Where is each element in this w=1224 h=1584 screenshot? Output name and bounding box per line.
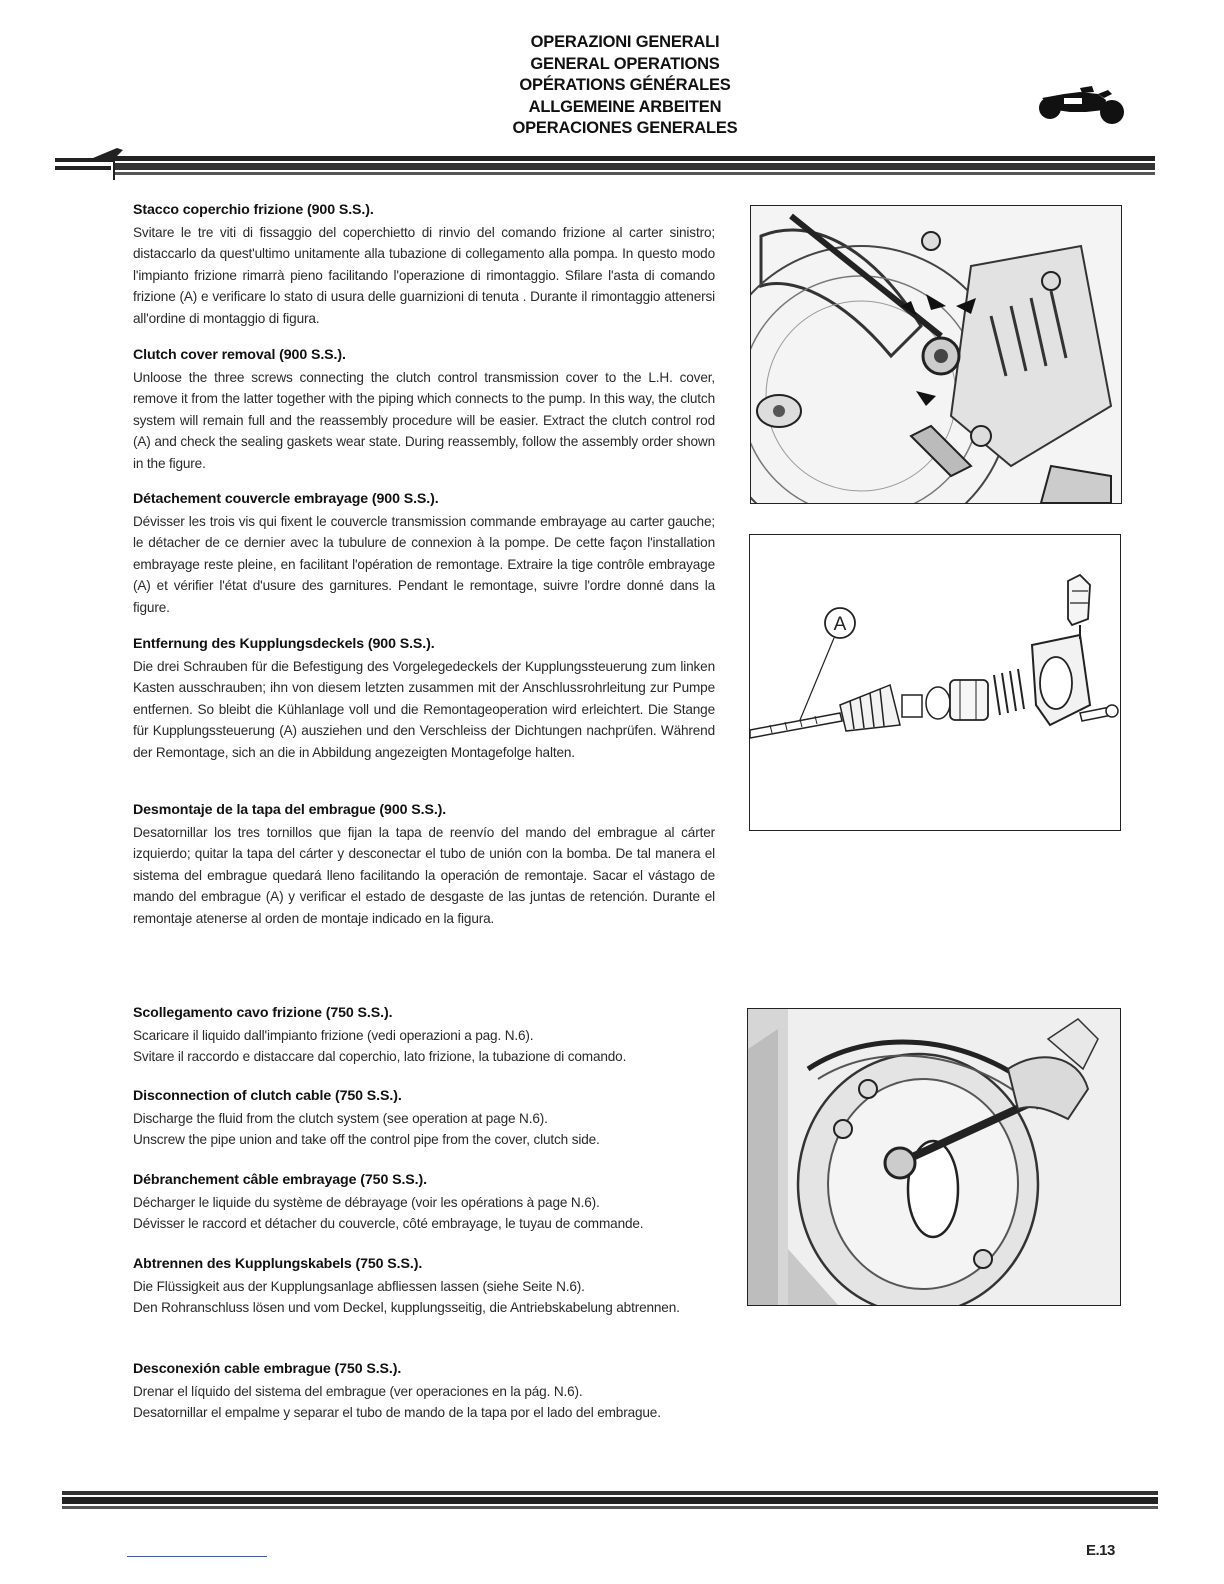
section-line: Svitare il raccordo e distaccare dal coperchio, lato frizione, la tubazione di comando. [133,1049,627,1064]
section-750-en [133,1086,715,1151]
section-title: Clutch cover removal (900 S.S.). [133,347,346,363]
section-line: Décharger le liquide du système de débrayage (voir les opérations à page N.6). [133,1194,600,1210]
section-750-it [133,1003,715,1068]
section-title: Scollegamento cavo frizione (750 S.S.). [133,1005,393,1021]
section-title: Stacco coperchio frizione (900 S.S.). [133,202,374,218]
section-title: Entfernung des Kupplungsdeckels (900 S.S.). [133,636,435,652]
section-750-fr [133,1170,715,1235]
section-body: Die drei Schrauben für die Befestigung des Vorgelegedeckels der Kupplungssteuerung zum linken Kasten ausschrauben; ihn von diesem letzten zusammen mit der Anschlussrohrleitung zur Pumpe entfernen. So bleibt die Kühlanlage voll und die Remontageoperation wird erleichtert. Die Stange für Kupplungssteuerung (A) ausziehen und den Verschleiss der Dichtungen nachprüfen. Während der Remontage, sich an die in Abbildung angezeigten Montagefolge halten. [133,658,715,760]
section-750-de [133,1254,715,1319]
section-900-en [133,345,715,474]
section-line: Drenar el líquido del sistema del embrague (ver operaciones en la pág. N.6). [133,1383,583,1399]
footer-rule [62,1488,1158,1510]
section-line: Scaricare il liquido dall'impianto frizione (vedi operazioni a pag. N.6). [133,1027,534,1043]
header-title-es: OPERACIONES GENERALES [512,119,738,137]
section-line: Discharge the fluid from the clutch system (see operation at page N.6). [133,1110,548,1126]
section-title: Desconexión cable embrague (750 S.S.). [133,1361,402,1377]
section-title: Disconnection of clutch cable (750 S.S.). [133,1088,402,1104]
figure-wrench-photo [747,1008,1121,1306]
page-number: E.13 [1086,1542,1115,1559]
header-title-de: ALLGEMEINE ARBEITEN [528,97,722,116]
section-body: Svitare le tre viti di fissaggio del coperchietto di rinvio del comando frizione al carter sinistro; distaccarlo da quest'ultimo unitamente alla tubazione di collegamento alla pompa. In questo modo l'impianto frizione rimarrà pieno facilitando l'operazione di rimontaggio. Sfilare l'asta di comando frizione (A) e verificare lo stato di usura delle guarnizioni di tenuta . Durante il rimontaggio attenersi all'ordine di montaggio di figura. [133,224,715,326]
section-900-de [133,634,715,763]
section-line: Desatornillar el empalme y separar el tubo de mando de la tapa por el lado del embrague. [133,1405,661,1420]
section-900-fr [133,489,715,618]
section-title: Abtrennen des Kupplungskabels (750 S.S.). [133,1256,423,1272]
section-750-es [133,1359,715,1424]
section-title: Détachement couvercle embrayage (900 S.S.). [133,491,439,507]
page-header-titles [470,32,780,140]
section-900-es [133,800,715,929]
section-title: Débranchement câble embrayage (750 S.S.). [133,1172,427,1188]
figure-clutch-cover-photo [750,205,1122,504]
section-line: Den Rohranschluss lösen und vom Deckel, kupplungsseitig, die Antriebskabelung abtrennen. [133,1300,680,1315]
section-body: Desatornillar los tres tornillos que fijan la tapa de reenvío del mando del embrague al cárter izquierdo; quitar la tapa del cárter y desconectar el tubo de unión con la bomba. De tal manera el sistema del embrague quedará lleno facilitando la operación de remontaje. Sacar el vástago de mando del embrague (A) y verificar el estado de desgaste de las juntas de retención. Durante el remontaje atenerse al orden de montaje indicado en la figura. [133,824,715,926]
section-title: Desmontaje de la tapa del embrague (900 S.S.). [133,802,447,818]
header-title-fr: OPÉRATIONS GÉNÉRALES [519,76,731,94]
header-rule [55,146,1155,180]
section-line: Dévisser le raccord et détacher du couvercle, côté embrayage, le tuyau de commande. [133,1216,644,1231]
motorcycle-icon [1034,84,1126,130]
callout-label-a: A [833,614,847,635]
section-body: Dévisser les trois vis qui fixent le couvercle transmission commande embrayage au carter gauche; le détacher de ce dernier avec la tubulure de connexion à la pompe. De cette façon l'installation embrayage reste pleine, en facilitant l'opération de remontage. Extraire la tige contrôle embrayage (A) et vérifier l'état d'usure des garnitures. Pendant le remontage, suivre l'ordre donné dans la figure. [133,513,715,615]
section-line: Die Flüssigkeit aus der Kupplungsanlage abfliessen lassen (siehe Seite N.6). [133,1278,585,1294]
header-title-it: OPERAZIONI GENERALI [530,33,720,51]
section-line: Unscrew the pipe union and take off the control pipe from the cover, clutch side. [133,1132,600,1147]
footer-link-underline [127,1556,267,1557]
header-title-en: GENERAL OPERATIONS [530,54,720,73]
section-body: Unloose the three screws connecting the clutch control transmission cover to the L.H. cover, remove it from the latter together with the piping which connects to the pump. In this way, the clutch system will remain full and the reassembly procedure will be easier. Extract the clutch control rod (A) and check the sealing gaskets wear state. During reassembly, follow the assembly order shown in the figure. [133,369,715,471]
section-900-it [133,200,715,329]
figure-exploded-diagram [749,534,1121,831]
